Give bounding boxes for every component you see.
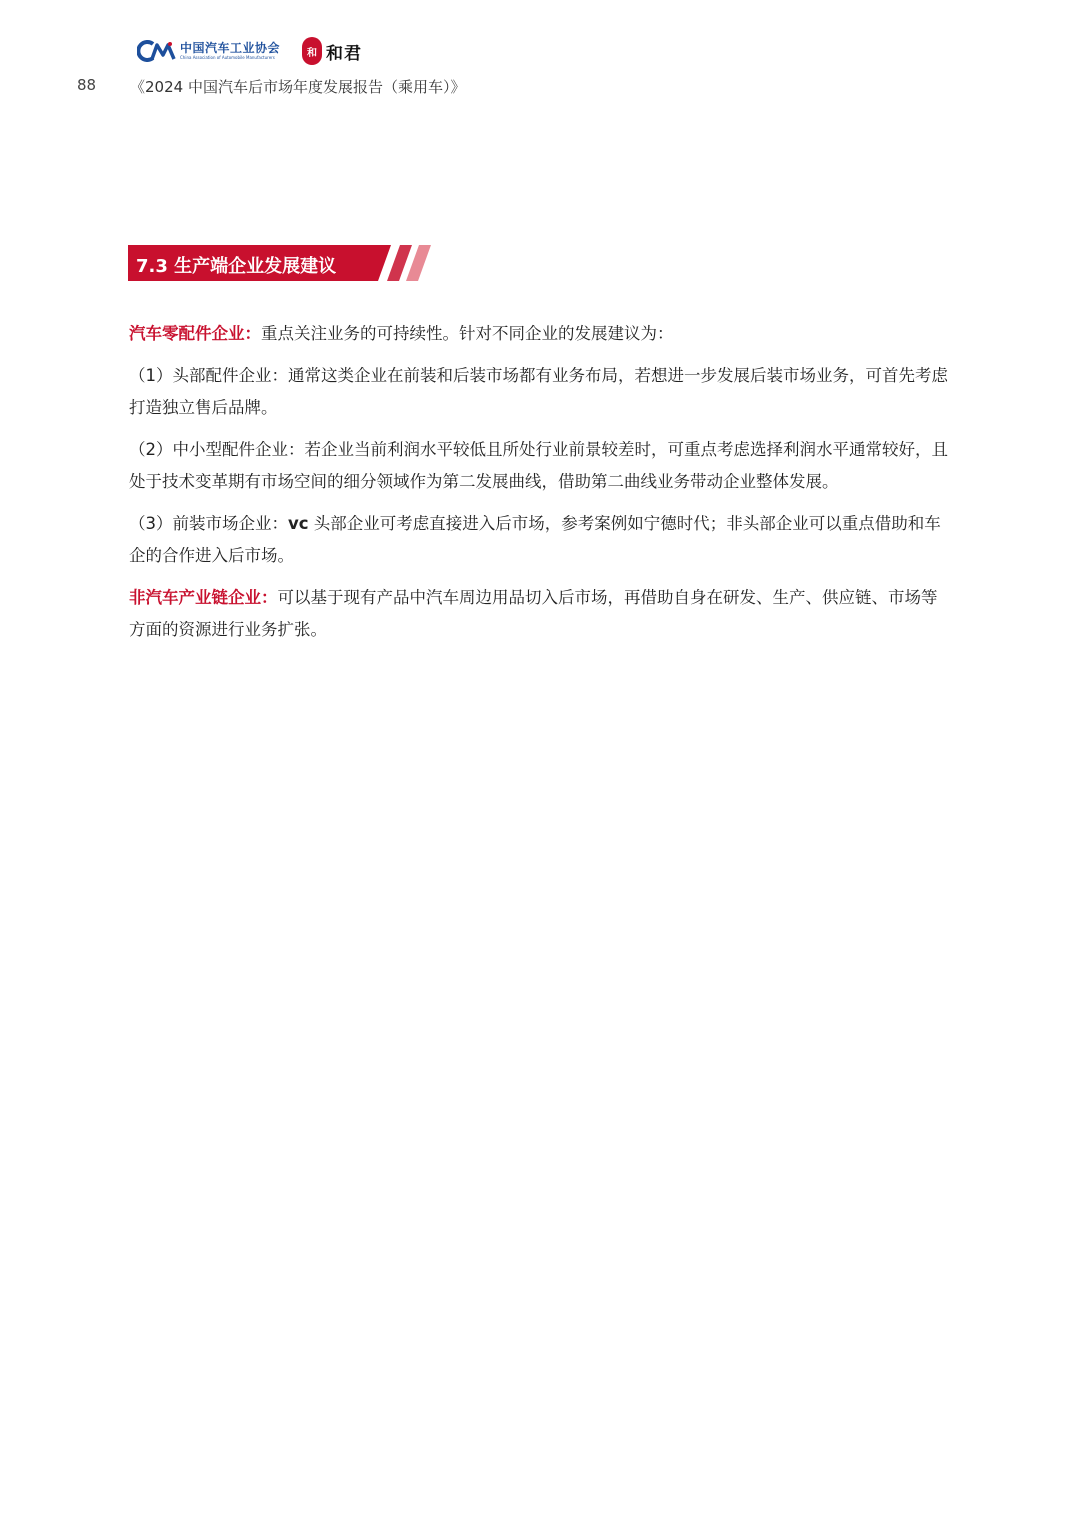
text-item-2: （2）中小型配件企业：若企业当前利润水平较低且所处行业前景较差时，可重点考虑选择利润水平通常较好，且处于技术变革期有市场空间的细分领域作为第二发展曲线，借助第二曲线业务带动企业整体发展。: [129, 440, 948, 491]
hejun-logo: [302, 36, 362, 66]
page-number: 88: [77, 76, 97, 94]
text-item-3-prefix: （3）前装市场企业：: [129, 514, 288, 533]
body-text: [129, 318, 953, 656]
paragraph-item-1: [129, 360, 953, 424]
text-non-auto: 可以基于现有产品中汽车周边用品切入后市场，再借助自身在研发、生产、供应链、市场等方面的资源进行业务扩张。: [129, 588, 938, 639]
header-logos: [137, 36, 362, 66]
section-heading: [128, 245, 438, 281]
section-title: 7.3 生产端企业发展建议: [136, 256, 337, 277]
hejun-seal-icon: 和: [302, 37, 322, 65]
caam-logo: [137, 36, 280, 66]
hejun-name: 和君: [326, 43, 363, 64]
caam-mark-icon: [137, 40, 177, 62]
paragraph-non-auto: [129, 582, 953, 646]
text-item-1: （1）头部配件企业：通常这类企业在前装和后装市场都有业务布局，若想进一步发展后装市场业务，可首先考虑打造独立售后品牌。: [129, 366, 948, 417]
caam-name-en: China Association of Automobile Manufacturers: [180, 55, 275, 60]
paragraph-auto-parts: [129, 318, 953, 350]
document-title: 《2024 中国汽车后市场年度发展报告（乘用车）》: [130, 78, 466, 96]
text-auto-parts: 重点关注业务的可持续性。针对不同企业的发展建议为：: [261, 324, 674, 343]
text-item-3-vc: vc: [288, 514, 309, 533]
lead-non-auto: 非汽车产业链企业：: [129, 588, 278, 607]
caam-name-cn: 中国汽车工业协会: [180, 41, 281, 55]
paragraph-item-3: [129, 508, 953, 572]
lead-auto-parts: 汽车零配件企业：: [129, 324, 261, 343]
paragraph-item-2: [129, 434, 953, 498]
text-item-3: 头部企业可考虑直接进入后市场，参考案例如宁德时代；非头部企业可以重点借助和车企的合作进入后市场。: [129, 514, 941, 565]
